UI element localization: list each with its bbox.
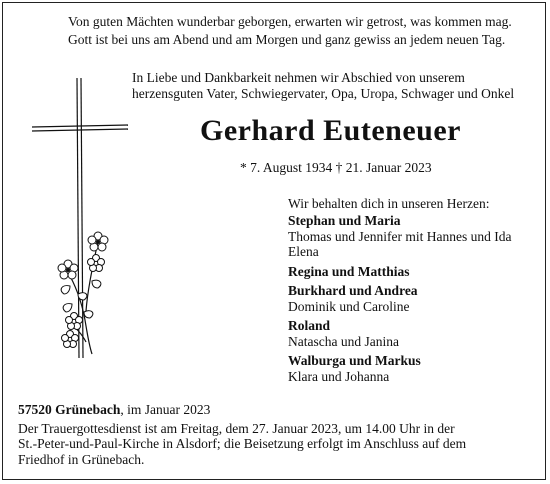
family-group-line: Elena xyxy=(288,244,319,259)
life-dates: * 7. August 1934 † 21. Januar 2023 xyxy=(240,160,432,175)
family-group-line: Dominik und Caroline xyxy=(288,298,410,314)
notice-date: , im Januar 2023 xyxy=(120,402,211,417)
service-info xyxy=(18,402,538,467)
place-date-line xyxy=(18,402,538,418)
cross-with-flowers-icon xyxy=(28,76,138,371)
quote-line-2: Gott ist bei uns am Abend und am Morgen und ganz gewiss an jedem neuen Tag. xyxy=(68,32,506,47)
family-group-line: Klara und Johanna xyxy=(288,368,390,384)
deceased-name: Gerhard Euteneuer xyxy=(200,114,461,147)
family-group-head: Regina und Matthias xyxy=(288,263,410,279)
family-group-head: Walburga und Markus xyxy=(288,353,421,368)
service-line-2: St.-Peter-und-Paul-Kirche in Alsdorf; die Beisetzung erfolgt im Anschluss auf dem xyxy=(18,436,467,451)
family-group-line: Thomas und Jennifer mit Hannes und Ida xyxy=(288,228,512,244)
quote-line-1: Von guten Mächten wunderbar geborgen, erwarten wir getrost, was kommen mag. xyxy=(68,14,512,29)
service-line-1: Der Trauergottesdienst ist am Freitag, dem 27. Januar 2023, um 14.00 Uhr in der xyxy=(18,420,455,436)
family-group-head: Roland xyxy=(288,318,331,333)
family-list xyxy=(288,213,538,384)
family-heading: Wir behalten dich in unseren Herzen: xyxy=(288,196,490,211)
intro-line-1: In Liebe und Dankbarkeit nehmen wir Abschied von unserem xyxy=(132,70,465,85)
family-group-head: Stephan und Maria xyxy=(288,213,401,228)
service-line-3: Friedhof in Grünebach. xyxy=(18,451,145,467)
intro-line-2: herzensguten Vater, Schwiegervater, Opa, Uropa, Schwager und Onkel xyxy=(132,86,515,101)
family-group-line: Natascha und Janina xyxy=(288,333,399,349)
family-group-head: Burkhard und Andrea xyxy=(288,283,418,298)
place: 57520 Grünebach xyxy=(18,402,121,417)
